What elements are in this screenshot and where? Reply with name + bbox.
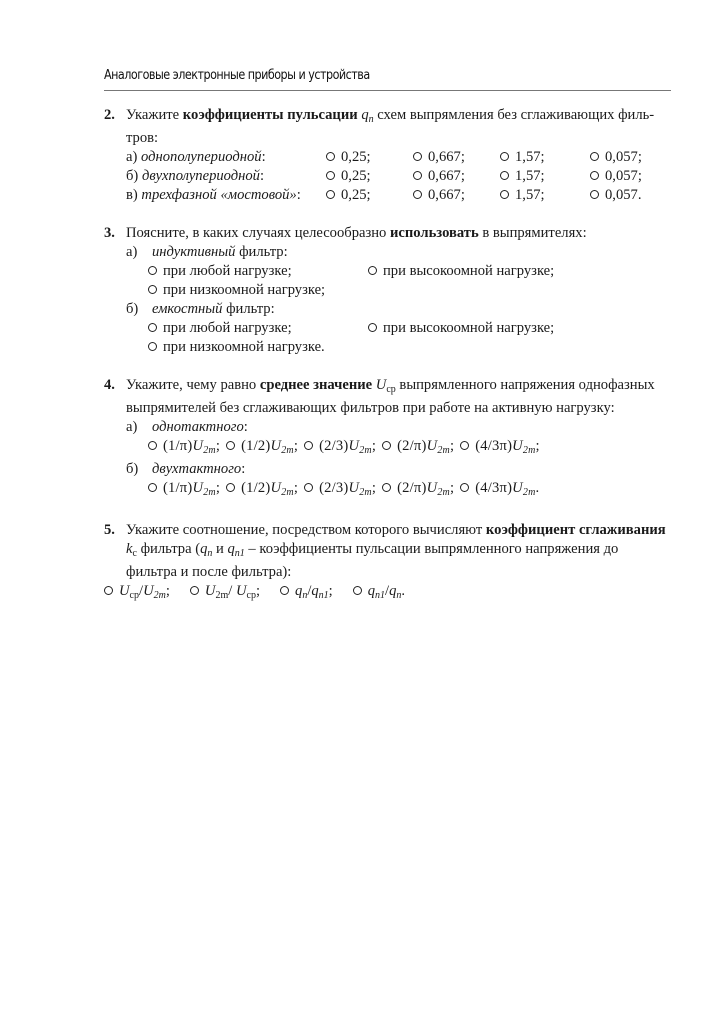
option-row: [126, 262, 672, 281]
row-label-text: двухполупериодной: [141, 168, 260, 184]
radio-circle-icon[interactable]: [368, 323, 377, 332]
row-prefix: а): [126, 149, 141, 165]
formula-var: U: [192, 438, 204, 454]
answer-option[interactable]: [590, 148, 670, 167]
ratio-denominator-sub: п1: [318, 590, 329, 601]
option-text: при любой нагрузке;: [163, 263, 292, 279]
formula-sub: 2m: [522, 487, 536, 498]
formula-coef: (4/3π): [475, 480, 513, 496]
question-5: [104, 521, 672, 605]
formula-coef: (1/π): [163, 480, 193, 496]
answer-option[interactable]: [280, 583, 333, 599]
answer-option[interactable]: [148, 319, 368, 338]
answer-option[interactable]: [500, 167, 590, 186]
ratio-slash: /: [139, 583, 144, 599]
formula-end: ;: [293, 438, 299, 454]
ratio-numerator-sub: ср: [129, 590, 139, 601]
question-2: [104, 106, 672, 205]
formula-sub: 2m: [281, 445, 294, 456]
ratio-slash: /: [307, 583, 312, 599]
part-prefix: а): [126, 244, 138, 260]
formula-end: ;: [371, 480, 377, 496]
option-row: [126, 319, 672, 338]
row-label: [126, 167, 326, 186]
row-label-text: трехфазной «мостовой»: [141, 187, 297, 203]
radio-circle-icon[interactable]: [148, 441, 157, 450]
formula-end: ;: [215, 480, 221, 496]
formula-var: U: [270, 480, 282, 496]
part-heading: [126, 418, 672, 437]
radio-circle-icon[interactable]: [226, 441, 235, 450]
formula-var: U: [426, 480, 438, 496]
row-label: [126, 148, 326, 167]
radio-circle-icon[interactable]: [500, 171, 509, 180]
option-row: [126, 338, 672, 357]
option-text: при любой нагрузке;: [163, 320, 292, 336]
radio-circle-icon[interactable]: [590, 171, 599, 180]
radio-circle-icon[interactable]: [148, 483, 157, 492]
option-row: [126, 186, 672, 205]
option-row: [126, 281, 672, 300]
answer-option[interactable]: [368, 262, 554, 281]
row-suffix: :: [259, 168, 265, 184]
option-text: 0,667;: [428, 149, 465, 165]
formula-coef: (2/π): [397, 438, 427, 454]
option-text: 0,057;: [605, 149, 642, 165]
formula-sub: 2m: [437, 487, 450, 498]
answer-option[interactable]: [326, 148, 413, 167]
part-heading: [126, 300, 672, 319]
answer-option[interactable]: [460, 438, 540, 454]
formula-sub: 2m: [203, 487, 216, 498]
ratio-denominator-sub: п: [396, 590, 402, 601]
part-suffix: :: [241, 461, 246, 477]
ratio-denominator-sub: 2m: [153, 590, 166, 601]
option-row: [104, 582, 672, 605]
answer-option[interactable]: [413, 148, 500, 167]
formula-coef: (2/3): [319, 480, 349, 496]
radio-circle-icon[interactable]: [326, 171, 335, 180]
radio-circle-icon[interactable]: [304, 441, 313, 450]
answer-option[interactable]: [413, 167, 500, 186]
option-text: 0,667;: [428, 187, 465, 203]
question-number: 3.: [104, 225, 115, 241]
radio-circle-icon[interactable]: [226, 483, 235, 492]
formula-coef: (1/π): [163, 438, 193, 454]
radio-circle-icon[interactable]: [382, 483, 391, 492]
radio-circle-icon[interactable]: [368, 266, 377, 275]
ratio-denominator: U: [143, 583, 154, 599]
formula-var: U: [512, 480, 523, 496]
header-rule: [104, 90, 671, 91]
question-number: 2.: [104, 107, 115, 123]
part-suffix: фильтр:: [222, 301, 275, 317]
question-text: Поясните, в каких случаях целесообразно использовать в выпрямителях:: [126, 225, 587, 241]
part-label: емкостный: [152, 301, 223, 317]
ratio-end: ;: [328, 583, 333, 599]
ratio-numerator-sub: п1: [375, 590, 386, 601]
radio-circle-icon[interactable]: [304, 483, 313, 492]
radio-circle-icon[interactable]: [353, 586, 362, 595]
row-prefix: в): [126, 187, 142, 203]
formula-var: U: [426, 438, 438, 454]
answer-option[interactable]: [148, 282, 325, 298]
ratio-slash: /: [385, 583, 390, 599]
part-prefix: б): [126, 461, 139, 477]
ratio-end: ;: [165, 583, 170, 599]
answer-option[interactable]: [460, 480, 539, 496]
question-4: [104, 376, 672, 502]
answer-option[interactable]: [104, 583, 170, 599]
formula-sub: 2m: [359, 487, 372, 498]
option-text: 0,667;: [428, 168, 465, 184]
formula-var: U: [192, 480, 204, 496]
answer-option[interactable]: [226, 438, 298, 454]
ratio-end: ;: [255, 583, 261, 599]
formula-sub: 2m: [203, 445, 216, 456]
option-row: [126, 437, 672, 460]
formula-end: ;: [293, 480, 299, 496]
option-text: 0,057.: [605, 187, 642, 203]
ratio-numerator: q: [367, 583, 376, 599]
question-3: [104, 224, 672, 357]
radio-circle-icon[interactable]: [413, 190, 422, 199]
answer-option[interactable]: [326, 167, 413, 186]
answer-option[interactable]: [326, 186, 413, 205]
part-label: индуктивный: [152, 244, 236, 260]
answer-option[interactable]: [148, 480, 220, 496]
answer-option[interactable]: [590, 167, 670, 186]
ratio-end: .: [401, 583, 406, 599]
ratio-denominator: q: [311, 583, 319, 599]
answer-option[interactable]: [190, 583, 260, 599]
formula-coef: (1/2): [241, 438, 271, 454]
question-number: 5.: [104, 522, 115, 538]
radio-circle-icon[interactable]: [460, 483, 469, 492]
answer-option[interactable]: [353, 583, 405, 599]
option-text: 1,57;: [515, 187, 545, 203]
formula-var: U: [512, 438, 523, 454]
radio-circle-icon[interactable]: [590, 190, 599, 199]
answer-option[interactable]: [304, 438, 376, 454]
part-prefix: б): [126, 301, 139, 317]
row-suffix: :: [261, 149, 266, 165]
radio-circle-icon[interactable]: [148, 342, 157, 351]
answer-option[interactable]: [368, 319, 554, 338]
radio-circle-icon[interactable]: [326, 152, 335, 161]
answer-option[interactable]: [226, 480, 298, 496]
answer-option[interactable]: [590, 186, 670, 205]
formula-coef: (4/3π): [475, 438, 513, 454]
question-text: Укажите, чему равно среднее значение $U_{ср}$ выпрямленного напряжения однофазных выпрямителей без сглаживающих фильтров при работе на активную нагрузку:: [126, 377, 655, 416]
radio-circle-icon[interactable]: [413, 171, 422, 180]
part-heading: [126, 243, 672, 262]
question-number: 4.: [104, 377, 115, 393]
formula-coef: (1/2): [241, 480, 271, 496]
ratio-denominator-sub: ср: [246, 590, 256, 601]
radio-circle-icon[interactable]: [280, 586, 289, 595]
radio-circle-icon[interactable]: [413, 152, 422, 161]
option-text: при низкоомной нагрузке;: [163, 282, 326, 298]
answer-option[interactable]: [382, 480, 454, 496]
formula-sub: 2m: [522, 445, 536, 456]
row-label-text: однополупериодной: [141, 149, 262, 165]
option-text: 0,057;: [605, 168, 642, 184]
formula-coef: (2/π): [397, 480, 427, 496]
formula-coef: (2/3): [319, 438, 349, 454]
answer-option[interactable]: [500, 148, 590, 167]
option-text: 0,25;: [341, 187, 371, 203]
question-text: Укажите коэффициенты пульсации $q_п$ схем выпрямления без сглаживающих фильтров:: [126, 107, 655, 146]
formula-var: U: [348, 438, 360, 454]
radio-circle-icon[interactable]: [104, 586, 113, 595]
ratio-numerator-sub: п: [302, 590, 308, 601]
radio-circle-icon[interactable]: [382, 441, 391, 450]
formula-end: ;: [449, 480, 455, 496]
part-prefix: а): [126, 419, 138, 435]
part-label: однотактного: [152, 419, 244, 435]
part-suffix: :: [243, 419, 248, 435]
formula-end: ;: [449, 438, 455, 454]
row-label: [126, 186, 326, 205]
ratio-denominator: q: [389, 583, 397, 599]
answer-option[interactable]: [148, 438, 220, 454]
answer-option[interactable]: [413, 186, 500, 205]
radio-circle-icon[interactable]: [148, 323, 157, 332]
part-suffix: фильтр:: [235, 244, 288, 260]
formula-var: U: [270, 438, 282, 454]
answer-option[interactable]: [382, 438, 454, 454]
radio-circle-icon[interactable]: [326, 190, 335, 199]
ratio-denominator: U: [232, 583, 247, 599]
formula-end: ;: [371, 438, 377, 454]
ratio-numerator: U: [204, 583, 216, 599]
radio-circle-icon[interactable]: [500, 190, 509, 199]
radio-circle-icon[interactable]: [148, 266, 157, 275]
radio-circle-icon[interactable]: [148, 285, 157, 294]
formula-end: .: [535, 480, 540, 496]
option-text: 1,57;: [515, 168, 545, 184]
formula-sub: 2m: [437, 445, 450, 456]
radio-circle-icon[interactable]: [460, 441, 469, 450]
option-text: при высокоомной нагрузке;: [383, 263, 555, 279]
option-row: [126, 479, 672, 502]
formula-end: ;: [535, 438, 540, 454]
page-content: [104, 106, 672, 624]
answer-option[interactable]: [148, 262, 368, 281]
option-text: 1,57;: [515, 149, 545, 165]
radio-circle-icon[interactable]: [590, 152, 599, 161]
answer-option[interactable]: [304, 480, 376, 496]
option-text: 0,25;: [341, 149, 371, 165]
row-suffix: :: [296, 187, 301, 203]
running-header: Аналоговые электронные приборы и устройства: [104, 68, 370, 83]
formula-sub: 2m: [359, 445, 372, 456]
row-prefix: б): [126, 168, 142, 184]
ratio-numerator: U: [119, 583, 130, 599]
formula-var: U: [348, 480, 360, 496]
option-text: при высокоомной нагрузке;: [383, 320, 555, 336]
option-text: 0,25;: [341, 168, 371, 184]
radio-circle-icon[interactable]: [500, 152, 509, 161]
ratio-numerator-sub: 2m: [215, 590, 229, 601]
question-text: Укажите соотношение, посредством которого вычисляют коэффициент сглаживания $k_с$ фильтра ($q_п$ и $q_{п1}$ – коэффициенты пульсации выпрямленного напряжения до фильтра и после фильтра):: [126, 522, 666, 580]
answer-option[interactable]: [500, 186, 590, 205]
formula-end: ;: [215, 438, 221, 454]
part-heading: [126, 460, 672, 479]
option-row: [126, 148, 672, 167]
radio-circle-icon[interactable]: [190, 586, 199, 595]
option-text: при низкоомной нагрузке.: [163, 339, 325, 355]
ratio-slash: /: [228, 583, 233, 599]
answer-option[interactable]: [148, 339, 325, 355]
ratio-numerator: q: [295, 583, 303, 599]
formula-sub: 2m: [281, 487, 294, 498]
option-row: [126, 167, 672, 186]
part-label: двухтактного: [152, 461, 242, 477]
